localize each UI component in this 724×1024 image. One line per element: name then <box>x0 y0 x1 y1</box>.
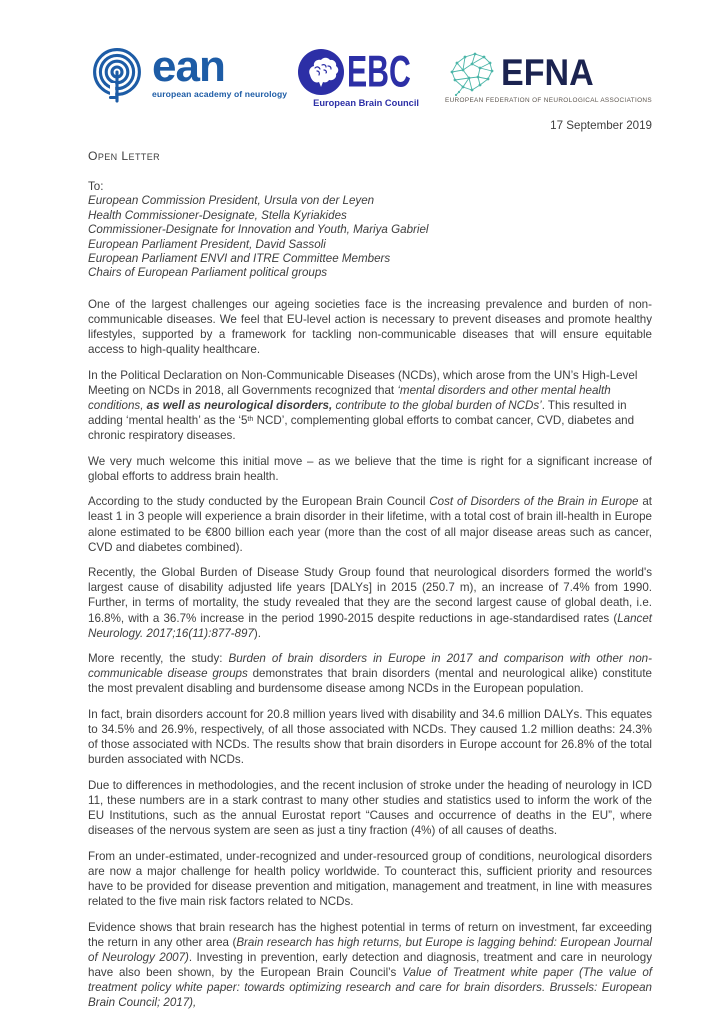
ebc-logo-name: EBC <box>346 46 411 97</box>
header-logos <box>88 42 652 110</box>
date-row <box>88 119 652 132</box>
letter-body <box>88 297 652 1010</box>
ebc-logo-top <box>297 48 436 96</box>
ean-logo <box>88 42 288 106</box>
letter-paragraph: From an under-estimated, under-recognized and under-resourced group of conditions, neurological disorders are now a major challenge for health policy worldwide. To counteract this, sufficient priority and resources have to be provided for disease prevention and mitigation, management and treatment, in line with measures related to the five main risk factors related to NCDs. <box>88 849 652 909</box>
recipient-line: Chairs of European Parliament political groups <box>88 266 328 280</box>
letter-paragraph: According to the study conducted by the European Brain Council Cost of Disorders of the Brain in Europe at least 1 in 3 people will experience a brain disorder in their lifetime, with a total cost of brain ill-health in Europe alone estimated to be €800 billion each year (more than the cost of all major disease areas such as cancer, CVD and diabetes combined). <box>88 495 653 554</box>
recipient-line: European Parliament ENVI and ITRE Committee Members <box>88 252 391 266</box>
ebc-logo <box>297 48 436 108</box>
ebc-logo-tagline: European Brain Council <box>313 98 420 108</box>
letter-paragraph: More recently, the study: Burden of brain disorders in Europe in 2017 and comparison with other non-communicable disease groups demonstrates that brain disorders (mental and neurological alike) constitute the most prevalent disabling and burdensome disease among NCDs in the European population. <box>88 652 653 696</box>
letter-paragraph: In the Political Declaration on Non-Communicable Diseases (NCDs), which arose from the UN’s High-Level Meeting on NCDs in 2018, all Governments recognized that ‘mental disorders and other mental health conditions, as well as neurological disorders, contribute to the global burden of NCDs’. This resulted in adding ‘mental health’ as the ‘5th NCD’, complementing global efforts to combat cancer, CVD, diabetes and chronic respiratory diseases. <box>88 368 638 443</box>
recipient-line: European Commission President, Ursula von der Leyen <box>88 194 375 208</box>
efna-logo-name: EFNA <box>500 52 594 93</box>
letter-paragraph: Due to differences in methodologies, and the recent inclusion of stroke under the heading of neurology in ICD 11, these numbers are in a stark contrast to many other studies and statistics used to inform the work of the EU Institutions, such as the annual Eurostat report “Causes and occurrence of deaths in the EU”, where diseases of the nervous system are seen as just a tiny fraction (4%) of all causes of deaths. <box>88 778 652 838</box>
efna-logo <box>445 50 652 104</box>
efna-logo-tagline: EUROPEAN FEDERATION OF NEUROLOGICAL ASSOCIATIONS <box>444 97 652 104</box>
recipient-list <box>88 194 652 280</box>
letter-title: Open Letter <box>88 149 161 163</box>
recipient-line: European Parliament President, David Sassoli <box>88 237 326 251</box>
ean-logo-text <box>152 42 288 99</box>
letter-paragraph: Recently, the Global Burden of Disease Study Group found that neurological disorders formed the world's largest cause of disability adjusted life years [DALYs] in 2015 (250.7 m), an increase of 7.4% from 1990. Further, in terms of mortality, the study revealed that they are the second largest cause of global death, i.e. 16.8%, with a 36.7% increase in the period 1990-2015 despite reductions in age-standardised rates (Lancet Neurology. 2017;16(11):877-897). <box>88 566 652 640</box>
letter-paragraph: In fact, brain disorders account for 20.8 million years lived with disability and 34.6 million DALYs. This equates to 34.5% and 26.9%, respectively, of all those associated with NCDs. They caused 1.2 million deaths: 24.3% of those associated with NCDs. The results show that brain disorders in Europe account for 26.8% of the total burden associated with NCDs. <box>88 708 652 767</box>
recipient-line: Commissioner-Designate for Innovation and Youth, Mariya Gabriel <box>88 223 429 237</box>
salutation: To: <box>88 180 104 193</box>
recipient-line: Health Commissioner-Designate, Stella Kyriakides <box>88 208 347 222</box>
letter-paragraph: One of the largest challenges our ageing societies face is the increasing prevalence and burden of non-communicable diseases. We feel that EU-level action is necessary to prevent diseases and promote healthy lifestyles, supported by a framework for tackling non-communicable diseases that will ensure equitable access to high-quality healthcare. <box>88 297 652 357</box>
efna-logo-top <box>445 50 602 96</box>
ean-logo-tagline: european academy of neurology <box>152 89 288 99</box>
letter-paragraph: We very much welcome this initial move – as we believe that the time is right for a significant increase of global efforts to address brain health. <box>88 454 652 483</box>
letter-date: 17 September 2019 <box>550 119 652 132</box>
ean-labyrinth-icon <box>88 46 148 106</box>
ean-logo-name: ean <box>152 42 225 91</box>
ebc-brain-icon <box>297 48 345 96</box>
efna-brain-icon <box>445 50 499 96</box>
letter-paragraph: Evidence shows that brain research has the highest potential in terms of return on investment, far exceeding the return in any other area (Brain research has high returns, but Europe is lagging behind: European Journal of Neurology 2007). Investing in prevention, early detection and diagnosis, treatment and care in neurology have also been shown, by the European Brain Council’s Value of Treatment white paper (The value of treatment policy white paper: towards optimizing research and care for brain disorders. Brussels: European Brain Council; 2017), <box>88 920 652 1010</box>
